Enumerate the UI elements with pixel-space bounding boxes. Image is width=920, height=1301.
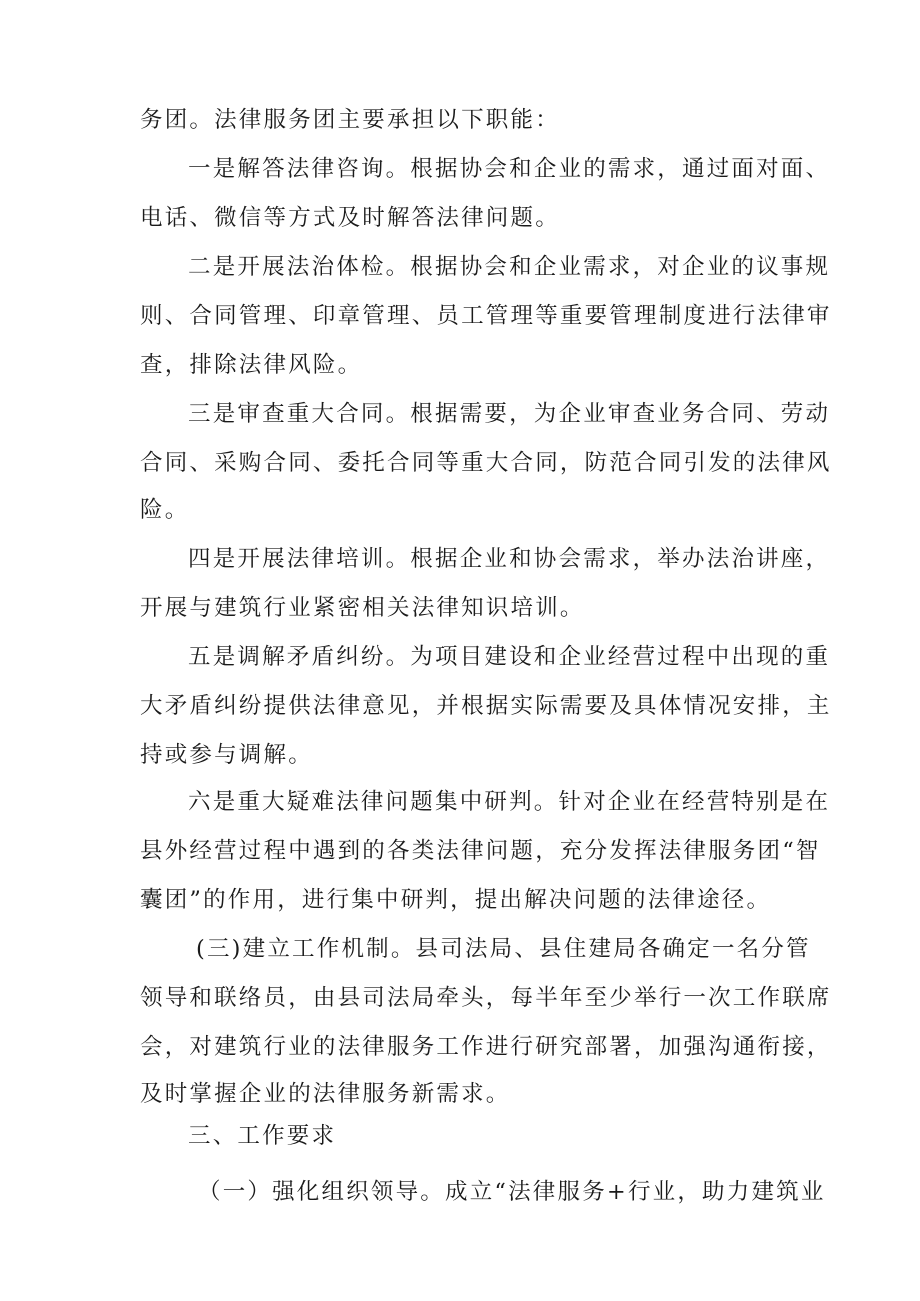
text-line-3: 电话、微信等方式及时解答法律问题。 [140,205,560,231]
text-line-15: 六是重大疑难法律问题集中研判。针对企业在经营特别是在 [188,789,831,815]
text-line-17: 囊团”的作用，进行集中研判，提出解决问题的法律途径。 [140,887,772,913]
text-line-14: 持或参与调解。 [140,742,313,768]
text-line-13: 大矛盾纠纷提供法律意见，并根据实际需要及具体情况安排，主 [140,693,832,719]
text-line-8: 合同、采购合同、委托合同等重大合同，防范合同引发的法律风 [140,450,832,476]
text-line-1: 务团。法律服务团主要承担以下职能： [140,107,560,133]
text-line-9: 险。 [140,497,190,523]
text-line-16: 县外经营过程中遇到的各类法律问题，充分发挥法律服务团“智 [140,838,821,864]
text-line-5: 则、合同管理、印章管理、员工管理等重要管理制度进行法律审 [140,303,832,329]
text-line-11: 开展与建筑行业紧密相关法律知识培训。 [140,595,585,621]
section-heading: 三、工作要求 [188,1123,337,1149]
text-line-19: 领导和联络员，由县司法局牵头，每半年至少举行一次工作联席 [140,985,832,1011]
text-line-6: 查，排除法律风险。 [140,352,363,378]
text-line-23: （一）强化组织领导。成立“法律服务+行业，助力建筑业 [198,1179,826,1205]
text-line-12: 五是调解矛盾纠纷。为项目建设和企业经营过程中出现的重 [188,644,831,670]
text-line-20: 会，对建筑行业的法律服务工作进行研究部署，加强沟通衔接， [140,1034,832,1060]
text-line-21: 及时掌握企业的法律服务新需求。 [140,1081,511,1107]
text-line-2: 一是解答法律咨询。根据协会和企业的需求，通过面对面、 [188,156,831,182]
text-line-4: 二是开展法治体检。根据协会和企业需求，对企业的议事规 [188,254,831,280]
text-line-18: (三)建立工作机制。县司法局、县住建局各确定一名分管 [196,936,811,962]
text-line-7: 三是审查重大合同。根据需要，为企业审查业务合同、劳动 [188,401,831,427]
text-line-10: 四是开展法律培训。根据企业和协会需求，举办法治讲座， [188,546,831,572]
